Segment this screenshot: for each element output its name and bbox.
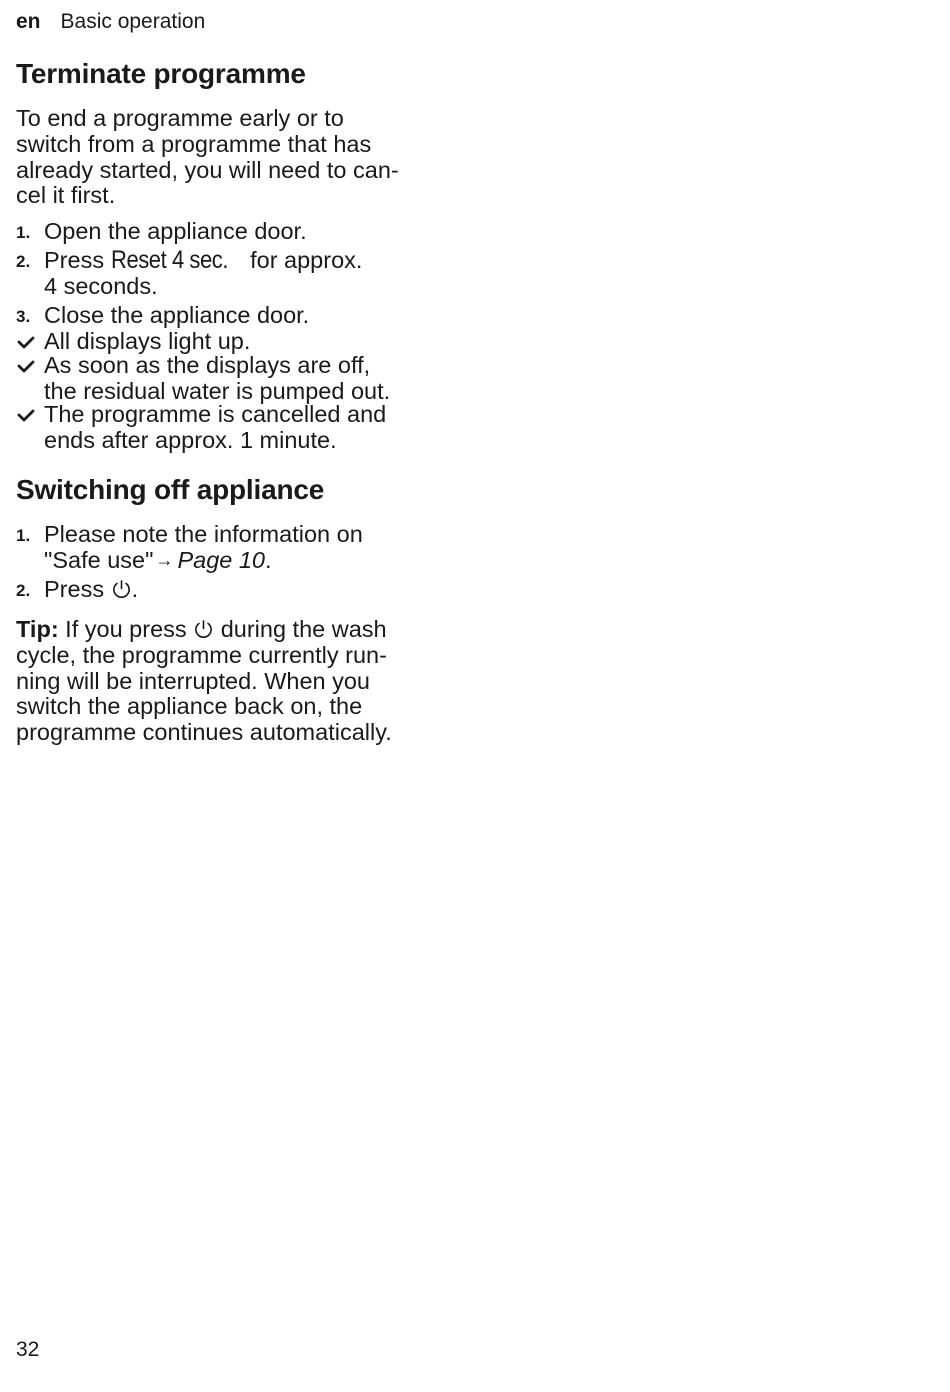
power-icon [111, 578, 132, 600]
result-line: All displays light up. [44, 328, 251, 354]
result-line: As soon as the displays are off, [44, 352, 371, 378]
step-number: 2. [16, 252, 31, 271]
tip-text-pre: If you press [58, 616, 194, 642]
result-1 [16, 329, 456, 355]
step-text-pre: Press [44, 576, 111, 602]
tip-label: Tip: [16, 616, 59, 642]
section-title: Basic operation [60, 10, 206, 33]
tip-line: cycle, the programme currently run- [16, 641, 387, 668]
arrow-right-icon: → [155, 549, 174, 570]
step-text: Open the appliance door. [44, 218, 307, 244]
result-line: The programme is cancelled and [44, 401, 387, 427]
step-text-line2: "Safe use" [44, 546, 154, 573]
step-3 [16, 303, 456, 329]
intro-line: switch from a programme that has [16, 130, 372, 157]
step-number: 1. [16, 223, 31, 242]
intro-line: cel it first. [16, 182, 116, 209]
tip-line: switch the appliance back on, the [16, 693, 363, 720]
step-number: 3. [16, 307, 31, 326]
step-2 [16, 248, 456, 300]
reset-key-label: Reset 4 sec. [110, 246, 228, 274]
step-text [44, 577, 456, 603]
tip-text-post: during the wash [214, 616, 387, 642]
result-text [44, 353, 456, 405]
checkmark-icon [16, 353, 36, 377]
tip-line: programme continues automatically. [16, 719, 392, 746]
language-code: en [16, 10, 41, 33]
switching-heading: Switching off appliance [16, 474, 325, 505]
intro-line: To end a programme early or to [16, 105, 344, 131]
step-text-post: . [265, 546, 272, 573]
power-icon [193, 618, 214, 640]
checkmark-icon [16, 402, 36, 426]
page-number: 32 [16, 1338, 40, 1361]
intro-line: already started, you will need to can- [16, 156, 399, 183]
step-number: 1. [16, 526, 31, 545]
result-line: ends after approx. 1 minute. [44, 426, 337, 453]
terminate-heading: Terminate programme [16, 58, 306, 89]
page-reference-link[interactable]: Page 10 [177, 546, 266, 573]
result-text [44, 329, 456, 355]
result-3 [16, 402, 456, 454]
step-1 [16, 219, 456, 245]
tip-line: ning will be interrupted. When you [16, 667, 371, 694]
tip-line [16, 617, 456, 643]
result-2 [16, 353, 456, 405]
step-text [44, 248, 456, 300]
step-text-post: for approx. [243, 247, 363, 273]
result-line: the residual water is pumped out. [44, 377, 391, 404]
step-text-post: . [131, 576, 139, 602]
step-text-line2: 4 seconds. [44, 272, 158, 299]
tip-paragraph [16, 617, 456, 746]
step-text-line1: Please note the information on [44, 521, 363, 547]
step-text: Close the appliance door. [44, 302, 310, 328]
step-text [44, 522, 456, 574]
page-header [16, 8, 205, 36]
terminate-intro [16, 106, 446, 209]
step-text-pre: Press [44, 247, 111, 273]
step-number: 2. [16, 581, 31, 600]
result-text [44, 402, 456, 454]
switch-step-2 [16, 577, 456, 603]
switch-step-1 [16, 522, 456, 574]
checkmark-icon [16, 329, 36, 353]
